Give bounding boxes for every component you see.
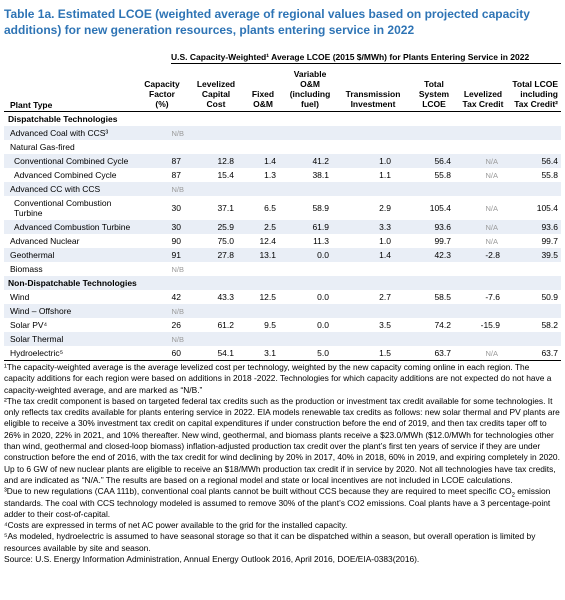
transmission-cell: 3.3 bbox=[379, 222, 391, 232]
total-system-lcoe-cell: 74.2 bbox=[434, 320, 451, 330]
row-label: Wind – Offshore bbox=[10, 306, 72, 316]
row-label: Advanced Combined Cycle bbox=[14, 170, 117, 180]
transmission-cell: 1.5 bbox=[379, 348, 391, 358]
table-row bbox=[4, 290, 561, 304]
variable-om-cell: 11.3 bbox=[313, 236, 329, 246]
table-bottom-rule bbox=[4, 360, 561, 361]
variable-om-cell: 5.0 bbox=[317, 348, 329, 358]
variable-om-cell: 41.2 bbox=[312, 156, 329, 166]
transmission-cell: 1.0 bbox=[379, 156, 391, 166]
capacity-factor-cell: N/B bbox=[171, 128, 184, 138]
capital-cost-cell: 61.2 bbox=[217, 320, 234, 330]
total-lcoe-cell: 39.5 bbox=[541, 250, 558, 260]
header-fixed-om: Fixed O&M bbox=[251, 89, 275, 109]
section-row-dispatchable bbox=[4, 112, 561, 126]
capital-cost-cell: 54.1 bbox=[217, 348, 234, 358]
source-note: Source: U.S. Energy Information Administration, Annual Energy Outlook 2016, April 2016, DOE/EIA-0383(2016). bbox=[4, 554, 420, 565]
section-label: Non-Dispatchable Technologies bbox=[8, 278, 137, 288]
total-lcoe-cell: 56.4 bbox=[541, 156, 558, 166]
variable-om-cell: 61.9 bbox=[312, 222, 329, 232]
fixed-om-cell: 6.5 bbox=[264, 203, 276, 213]
row-label: Advanced Combustion Turbine bbox=[14, 222, 131, 232]
fixed-om-cell: 1.3 bbox=[264, 170, 276, 180]
transmission-cell: 2.7 bbox=[379, 292, 391, 302]
row-label: Solar PV⁴ bbox=[10, 320, 48, 330]
capacity-factor-cell: N/B bbox=[171, 184, 184, 194]
total-system-lcoe-cell: 93.6 bbox=[434, 222, 451, 232]
header-total-lcoe-with-tax-credit: Total LCOE including Tax Credit² bbox=[512, 79, 558, 109]
table-row bbox=[4, 262, 561, 276]
capacity-factor-cell: N/B bbox=[171, 264, 184, 274]
transmission-cell: 1.0 bbox=[379, 236, 391, 246]
fixed-om-cell: 9.5 bbox=[264, 320, 276, 330]
total-system-lcoe-cell: 99.7 bbox=[434, 236, 451, 246]
capacity-factor-cell: 91 bbox=[171, 250, 181, 260]
total-lcoe-cell: 58.2 bbox=[541, 320, 558, 330]
row-label: Biomass bbox=[10, 264, 43, 274]
capital-cost-cell: 12.8 bbox=[217, 156, 234, 166]
capacity-factor-cell: N/B bbox=[171, 306, 184, 316]
header-plant-type: Plant Type bbox=[10, 100, 53, 110]
fixed-om-cell: 3.1 bbox=[264, 348, 276, 358]
capital-cost-cell: 27.8 bbox=[217, 250, 234, 260]
footnote-4: ⁴Costs are expressed in terms of net AC power available to the grid for the installed capacity. bbox=[4, 520, 348, 531]
table-row bbox=[4, 248, 561, 262]
total-system-lcoe-cell: 42.3 bbox=[434, 250, 451, 260]
row-label: Advanced Nuclear bbox=[10, 236, 80, 246]
variable-om-cell: 0.0 bbox=[317, 292, 329, 302]
fixed-om-cell: 2.5 bbox=[264, 222, 276, 232]
capacity-factor-cell: 30 bbox=[171, 222, 181, 232]
total-system-lcoe-cell: 55.8 bbox=[434, 170, 451, 180]
fixed-om-cell: 13.1 bbox=[259, 250, 276, 260]
capital-cost-cell: 15.4 bbox=[217, 170, 234, 180]
transmission-cell: 3.5 bbox=[379, 320, 391, 330]
header-total-system-lcoe: Total System LCOE bbox=[418, 79, 450, 109]
capacity-factor-cell: 87 bbox=[171, 170, 181, 180]
total-lcoe-cell: 93.6 bbox=[541, 222, 558, 232]
capacity-factor-cell: N/B bbox=[171, 334, 184, 344]
capacity-factor-cell: 42 bbox=[171, 292, 181, 302]
row-label: Hydroelectric⁵ bbox=[10, 348, 64, 358]
row-label: Natural Gas-fired bbox=[10, 142, 75, 152]
table-row bbox=[4, 154, 561, 168]
table-row bbox=[4, 140, 561, 154]
tax-credit-cell: -2.8 bbox=[485, 250, 500, 260]
column-group-rule bbox=[171, 63, 561, 64]
header-capacity-factor: Capacity Factor (%) bbox=[144, 79, 180, 109]
footnotes bbox=[4, 362, 560, 565]
variable-om-cell: 0.0 bbox=[317, 250, 329, 260]
table-row bbox=[4, 168, 561, 182]
transmission-cell: 1.1 bbox=[379, 170, 391, 180]
capital-cost-cell: 75.0 bbox=[217, 236, 234, 246]
table-row bbox=[4, 234, 561, 248]
row-label: Advanced Coal with CCS³ bbox=[10, 128, 109, 138]
total-lcoe-cell: 50.9 bbox=[541, 292, 558, 302]
footnote-1: ¹The capacity-weighted average is the average levelized cost per technology, weighted by the new capacity coming online in each region. The capacity additions for each region were based on additions in 2018 -2022. Technologies for which capacity additions are not expected do not have a capacity-weighted average, and are marked as “N/B.” bbox=[4, 362, 552, 395]
tax-credit-cell: N/A bbox=[485, 203, 498, 213]
table-row-hydro-wrapper bbox=[4, 333, 561, 347]
total-system-lcoe-cell: 56.4 bbox=[434, 156, 451, 166]
footnote-2: ²The tax credit component is based on targeted federal tax credits such as the production or investment tax credit available for some technologies. It only reflects tax credits available for plants entering service in 2022. EIA models renewable tax credits as follows: new solar thermal and PV plants are eligible to receive a 30% investment tax credit on capital expenditures if under construction before the end of 2019, and then tax credits taper off to 26% in 2020, 22% in 2021, and 10% thereafter. New wind, geothermal, and biomass plants receive a $23.0/MWh ($12.0/MWh for technologies other than wind, geothermal and closed-loop biomass) inflation-adjusted production tax credit over the plant’s first ten years of service if they are under construction before the end of 2016, with the tax credit for wind declining by 20% in 2017, 40% in 2018, 60% in 2019, and expiring completely in 2020. Up to 6 GW of new nuclear plants are eligible to receive an $18/MWh production tax credit if in service by 2020. Not all technologies have tax credits, and are indicated as “N/A.” The results are based on a regional model and state or local incentives are not included in LCOE calculations. bbox=[4, 395, 560, 485]
transmission-cell: 1.4 bbox=[379, 250, 391, 260]
fixed-om-cell: 12.4 bbox=[259, 236, 276, 246]
tax-credit-cell: -15.9 bbox=[480, 320, 500, 330]
footnote-5: ⁵As modeled, hydroelectric is assumed to have seasonal storage so that it can be dispatched within a season, but overall operation is limited by resources available by site and season. bbox=[4, 531, 536, 553]
column-group-header: U.S. Capacity-Weighted¹ Average LCOE (2015 $/MWh) for Plants Entering Service in 2022 bbox=[171, 52, 530, 62]
table-row bbox=[4, 304, 561, 318]
section-row-non-dispatchable bbox=[4, 276, 561, 290]
row-label: Geothermal bbox=[10, 250, 55, 260]
header-levelized-tax-credit: Levelized Tax Credit bbox=[462, 89, 504, 109]
total-system-lcoe-cell: 63.7 bbox=[434, 348, 451, 358]
header-levelized-capital-cost: Levelized Capital Cost bbox=[196, 79, 236, 109]
row-label: Wind bbox=[10, 292, 30, 302]
table-row bbox=[4, 126, 561, 140]
total-lcoe-cell: 55.8 bbox=[541, 170, 558, 180]
tax-credit-cell: N/A bbox=[485, 236, 498, 246]
table-row bbox=[4, 318, 561, 332]
total-lcoe-cell: 99.7 bbox=[541, 236, 558, 246]
capital-cost-cell: 37.1 bbox=[217, 203, 234, 213]
capacity-factor-cell: 87 bbox=[171, 156, 181, 166]
capital-cost-cell: 25.9 bbox=[217, 222, 234, 232]
tax-credit-cell: N/A bbox=[485, 222, 498, 232]
section-label: Dispatchable Technologies bbox=[8, 114, 118, 124]
table-row bbox=[4, 196, 561, 220]
table-title: Table 1a. Estimated LCOE (weighted average of regional values based on projected capacity additions) for new generation resources, plants entering service in 2022 bbox=[4, 7, 530, 37]
row-label: Conventional Combustion Turbine bbox=[14, 198, 112, 218]
header-variable-om: Variable O&M (including fuel) bbox=[289, 69, 331, 109]
total-system-lcoe-cell: 58.5 bbox=[434, 292, 451, 302]
capacity-factor-cell: 90 bbox=[171, 236, 181, 246]
tax-credit-cell: N/A bbox=[485, 348, 498, 358]
table-row bbox=[4, 346, 561, 360]
tax-credit-cell: N/A bbox=[485, 156, 498, 166]
row-label: Solar Thermal bbox=[10, 334, 64, 344]
variable-om-cell: 58.9 bbox=[312, 203, 329, 213]
tax-credit-cell: N/A bbox=[485, 170, 498, 180]
capacity-factor-cell: 30 bbox=[171, 203, 181, 213]
fixed-om-cell: 1.4 bbox=[264, 156, 276, 166]
header-transmission-investment: Transmission Investment bbox=[345, 89, 401, 109]
table-row bbox=[4, 220, 561, 234]
capacity-factor-cell: 60 bbox=[171, 348, 181, 358]
variable-om-cell: 38.1 bbox=[312, 170, 329, 180]
capacity-factor-cell: 26 bbox=[171, 320, 181, 330]
total-system-lcoe-cell: 105.4 bbox=[429, 203, 451, 213]
capital-cost-cell: 43.3 bbox=[217, 292, 234, 302]
table-row bbox=[4, 182, 561, 196]
total-lcoe-cell: 63.7 bbox=[541, 348, 558, 358]
transmission-cell: 2.9 bbox=[379, 203, 391, 213]
fixed-om-cell: 12.5 bbox=[259, 292, 276, 302]
row-label: Advanced CC with CCS bbox=[10, 184, 101, 194]
footnote-3: ³Due to new regulations (CAA 111b), conventional coal plants cannot be built without CCS because they are required to meet specific $CO_2$ emission standards. The coal with CCS technology modeled is assumed to remove 30% of the plant’s CO2 emissions. Coal plants have a 3 percentage-point adder to their cost-of-capital. bbox=[4, 486, 551, 519]
variable-om-cell: 0.0 bbox=[317, 320, 329, 330]
row-label: Conventional Combined Cycle bbox=[14, 156, 129, 166]
total-lcoe-cell: 105.4 bbox=[536, 203, 558, 213]
tax-credit-cell: -7.6 bbox=[485, 292, 500, 302]
